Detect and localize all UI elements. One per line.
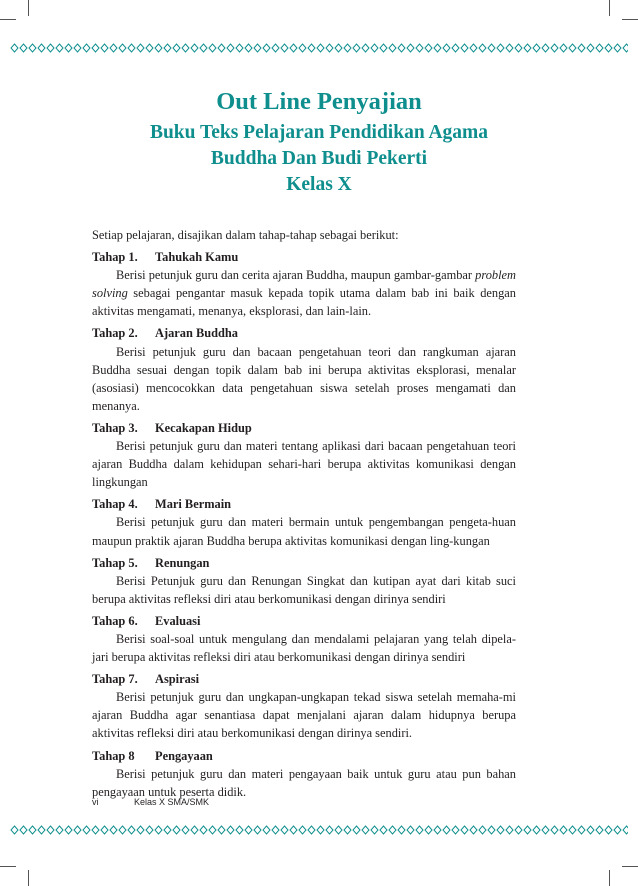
step-name: Tahukah Kamu xyxy=(155,250,239,265)
step-5 xyxy=(92,554,516,608)
step-heading xyxy=(92,324,516,342)
book-subtitle-line-1: Buku Teks Pelajaran Pendidikan Agama xyxy=(149,122,489,143)
step-heading xyxy=(92,248,516,266)
step-6 xyxy=(92,612,516,666)
step-number: Tahap 1. xyxy=(92,250,138,265)
book-subtitle-line-2: Buddha Dan Budi Pekerti xyxy=(210,148,428,169)
crop-mark xyxy=(28,870,29,886)
step-2 xyxy=(92,324,516,414)
crop-mark xyxy=(0,866,16,867)
step-name: Kecakapan Hidup xyxy=(155,420,252,435)
step-description: Berisi soal-soal untuk mengulang dan mendalami pelajaran yang telah dipela-jari berupa aktivitas refleksi diri atau berkomunikasi dengan dirinya sendiri xyxy=(92,631,516,665)
page-number: vi xyxy=(92,797,99,807)
step-number: Tahap 3. xyxy=(92,420,138,435)
step-description-text: sebagai pengantar masuk kepada topik utama dalam bab ini baik dengan aktivitas mengamati, menanya, eksplorasi, dan lain-lain. xyxy=(92,286,516,319)
crop-mark xyxy=(0,19,16,20)
step-name: Ajaran Buddha xyxy=(155,326,238,341)
step-heading xyxy=(92,419,516,437)
page-footer xyxy=(92,797,209,807)
step-name: Aspirasi xyxy=(155,672,200,687)
step-description: Berisi petunjuk guru dan materi pengayaan baik untuk guru atau pun bahan pengayaan untuk peserta didik. xyxy=(92,766,516,799)
step-heading xyxy=(92,747,516,765)
step-number: Tahap 4. xyxy=(92,497,138,512)
step-3 xyxy=(92,419,516,491)
step-name: Evaluasi xyxy=(155,613,201,628)
step-8 xyxy=(92,747,516,801)
crop-mark xyxy=(609,0,610,16)
page-title: Out Line Penyajian xyxy=(216,88,422,115)
step-number: Tahap 8 xyxy=(92,748,135,763)
step-description-text: Berisi petunjuk guru dan cerita ajaran Buddha, maupun gambar-gambar xyxy=(116,268,476,283)
step-name: Pengayaan xyxy=(155,748,213,763)
step-description xyxy=(92,266,516,320)
crop-mark xyxy=(609,870,610,886)
step-description: Berisi Petunjuk guru dan Renungan Singkat dan kutipan ayat dari kitab suci berupa aktivitas refleksi diri atau berkomunikasi dengan dirinya sendiri xyxy=(92,573,516,606)
book-label: Kelas X SMA/SMK xyxy=(134,797,210,807)
step-1 xyxy=(92,248,516,320)
step-heading xyxy=(92,612,516,630)
step-name: Renungan xyxy=(155,555,210,570)
outline-content xyxy=(92,226,516,805)
book-subtitle-line-3: Kelas X xyxy=(286,174,352,195)
step-name: Mari Bermain xyxy=(155,497,232,512)
step-description: Berisi petunjuk guru dan materi tentang aplikasi dari bacaan pengetahuan teori ajaran Buddha dalam kehidupan sehari-hari berupa aktivitas komunikasi dengan lingkungan xyxy=(92,439,516,490)
step-number: Tahap 7. xyxy=(92,672,138,687)
decorative-diamond-band-top xyxy=(10,43,628,53)
intro-text: Setiap pelajaran, disajikan dalam tahap-tahap sebagai berikut: xyxy=(92,228,399,242)
step-number: Tahap 2. xyxy=(92,326,138,341)
decorative-diamond-band-bottom xyxy=(10,825,628,835)
step-4 xyxy=(92,495,516,549)
step-heading xyxy=(92,670,516,688)
step-description: Berisi petunjuk guru dan materi bermain untuk pengembangan pengeta-huan maupun praktik ajaran Buddha berupa aktivitas komunikasi dengan ling-kungan xyxy=(92,515,516,548)
step-description-italic: problem solving xyxy=(92,268,516,301)
crop-mark xyxy=(622,19,638,20)
crop-mark xyxy=(622,866,638,867)
step-number: Tahap 5. xyxy=(92,555,138,570)
step-heading xyxy=(92,554,516,572)
step-number: Tahap 6. xyxy=(92,613,138,628)
step-description: Berisi petunjuk guru dan bacaan pengetahuan teori dan rangkuman ajaran Buddha sesuai dengan topik dalam bab ini berupa aktivitas eksplorasi, menalar (asosiasi) mencocokkan data pengetahuan siswa setelah proses mengamati dan menanya. xyxy=(92,344,516,413)
step-description: Berisi petunjuk guru dan ungkapan-ungkapan tekad siswa setelah memaha-mi ajaran Buddha agar senantiasa dapat menjalani ajaran dalam hidupnya berupa aktivitas refleksi diri atau berkomunikasi dengan dirinya sendiri. xyxy=(92,690,516,741)
crop-mark xyxy=(28,0,29,16)
step-heading xyxy=(92,495,516,513)
step-7 xyxy=(92,670,516,742)
